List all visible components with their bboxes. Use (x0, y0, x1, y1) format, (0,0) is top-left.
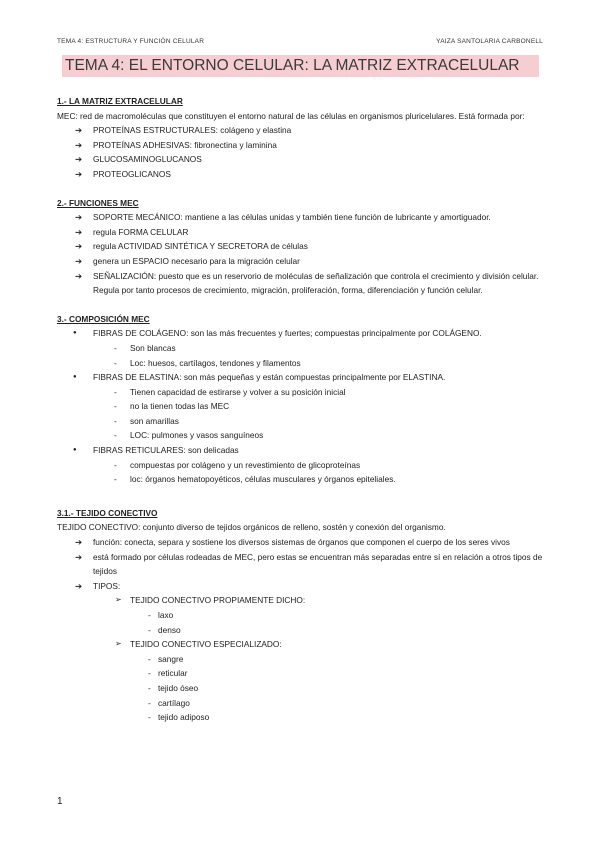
dash-icon: - (148, 712, 151, 723)
bullet-icon: ● (73, 374, 77, 381)
list-item: - Tienen capacidad de estirarse y volver a su posición inicial (57, 385, 547, 400)
dash-icon: - (114, 415, 117, 426)
list-item: ➔ está formado por células rodeadas de MEC, pero estas se encuentran más separadas entre sí en relación a otros tipos de tejidos (75, 551, 543, 577)
dash-icon: - (148, 653, 151, 664)
list-item: - Loc: huesos, cartílagos, tendones y filamentos (57, 356, 547, 371)
page-number: 1 (57, 796, 63, 807)
bullet-icon: ● (73, 447, 77, 454)
arrow-icon: ➔ (75, 226, 82, 237)
dash-icon: - (114, 474, 117, 485)
document-body (57, 94, 547, 725)
arrow-icon: ➔ (75, 241, 82, 252)
section-1-intro: MEC: red de macromoléculas que constituyen el entorno natural de las células en organismos pluricelulares. Está formada por: (57, 110, 525, 121)
section-3-1-intro: TEJIDO CONECTIVO: conjunto diverso de tejidos orgánicos de relleno, sostén y conexión del organismo. (57, 522, 446, 533)
list-item: - cartílago (57, 696, 547, 711)
section-3-heading: 3.- COMPOSICIÓN MEC (57, 313, 150, 324)
list-item: - tejido óseo (57, 681, 547, 696)
dash-icon: - (114, 401, 117, 412)
list-item: - sangre (57, 652, 547, 667)
list-item: ● FIBRAS DE ELASTINA: son más pequeñas y están compuestas principalmente por ELASTINA. (57, 370, 547, 385)
list-item: ➔ SOPORTE MECÁNICO: mantiene a las células unidas y también tiene función de lubricante y amortiguador. (57, 210, 547, 225)
arrow-icon: ➔ (75, 125, 82, 136)
list-item: - loc: órganos hematopoyéticos, células musculares y órganos epiteliales. (57, 472, 547, 487)
list-item: ➔ GLUCOSAMINOGLUCANOS (57, 152, 547, 167)
section-2-heading: 2.- FUNCIONES MEC (57, 197, 139, 208)
arrow-icon: ➔ (75, 537, 82, 548)
list-item: ➢ TEJIDO CONECTIVO ESPECIALIZADO: (57, 637, 547, 652)
list-item: ➔ regula FORMA CELULAR (57, 225, 547, 240)
arrow-icon: ➔ (75, 212, 82, 223)
arrow-icon: ➔ (75, 580, 82, 591)
list-item: - compuestas por colágeno y un revestimiento de glicoproteínas (57, 458, 547, 473)
page-title: TEMA 4: EL ENTORNO CELULAR: LA MATRIZ EXTRACELULAR (62, 55, 539, 77)
dash-icon: - (148, 610, 151, 620)
list-item: - tejido adiposo (57, 710, 547, 725)
list-item: ➔ genera un ESPACIO necesario para la migración celular (57, 254, 547, 269)
dash-icon: - (114, 386, 117, 397)
list-item: ➔ regula ACTIVIDAD SINTÉTICA Y SECRETORA de células (57, 239, 547, 254)
dash-icon: - (114, 357, 117, 368)
triangle-arrow-icon: ➢ (115, 639, 122, 649)
list-item: ● FIBRAS RETICULARES: son delicadas (57, 443, 547, 458)
bullet-icon: ● (73, 330, 77, 337)
section-1-heading: 1.- LA MATRIZ EXTRACELULAR (57, 96, 183, 106)
list-item: ➔ PROTEÍNAS ESTRUCTURALES: colágeno y elastina (57, 123, 547, 138)
list-item: ● FIBRAS DE COLÁGENO: son las más frecuentes y fuertes; compuestas principalmente por COLÁGENO. (57, 326, 547, 341)
header-right: YAIZA SANTOLARIA CARBONELL (436, 38, 543, 45)
dash-icon: - (148, 697, 151, 708)
list-item: ➔ PROTEÍNAS ADHESIVAS: fibronectina y laminina (57, 138, 547, 153)
list-item: ➔ función: conecta, separa y sostiene los diversos sistemas de órganos que componen el cuerpo de los seres vivos (57, 535, 547, 550)
list-item: - Son blancas (57, 341, 547, 356)
list-item: ➔ TIPOS: (57, 579, 547, 594)
list-item: - laxo (57, 608, 547, 623)
triangle-arrow-icon: ➢ (115, 595, 122, 605)
arrow-icon: ➔ (75, 551, 82, 562)
arrow-icon: ➔ (75, 270, 82, 281)
dash-icon: - (114, 342, 117, 353)
dash-icon: - (114, 459, 117, 470)
dash-icon: - (148, 624, 151, 635)
arrow-icon: ➔ (75, 255, 82, 266)
arrow-icon: ➔ (75, 168, 82, 179)
header-left: TEMA 4: ESTRUCTURA Y FUNCIÓN CELULAR (57, 38, 205, 45)
list-item: - LOC: pulmones y vasos sanguíneos (57, 428, 547, 443)
list-item: - reticular (57, 666, 547, 681)
list-item: ➔ PROTEOGLICANOS (57, 167, 547, 182)
list-item: - son amarillas (57, 414, 547, 429)
dash-icon: - (114, 430, 117, 441)
dash-icon: - (148, 682, 151, 693)
arrow-icon: ➔ (75, 139, 82, 150)
section-3-1-heading: 3.1.- TEJIDO CONECTIVO (57, 507, 158, 518)
list-item: ➢ TEJIDO CONECTIVO PROPIAMENTE DICHO: (57, 593, 547, 608)
list-item: - denso (57, 623, 547, 638)
dash-icon: - (148, 668, 151, 679)
arrow-icon: ➔ (75, 154, 82, 165)
list-item: ➔ SEÑALIZACIÓN: puesto que es un reservorio de moléculas de señalización que controla el crecimiento y división celular. Regula por tanto procesos de crecimiento, migración, proliferación, forma, diferenciación y función celular. (75, 270, 539, 296)
list-item: - no la tienen todas las MEC (57, 399, 547, 414)
